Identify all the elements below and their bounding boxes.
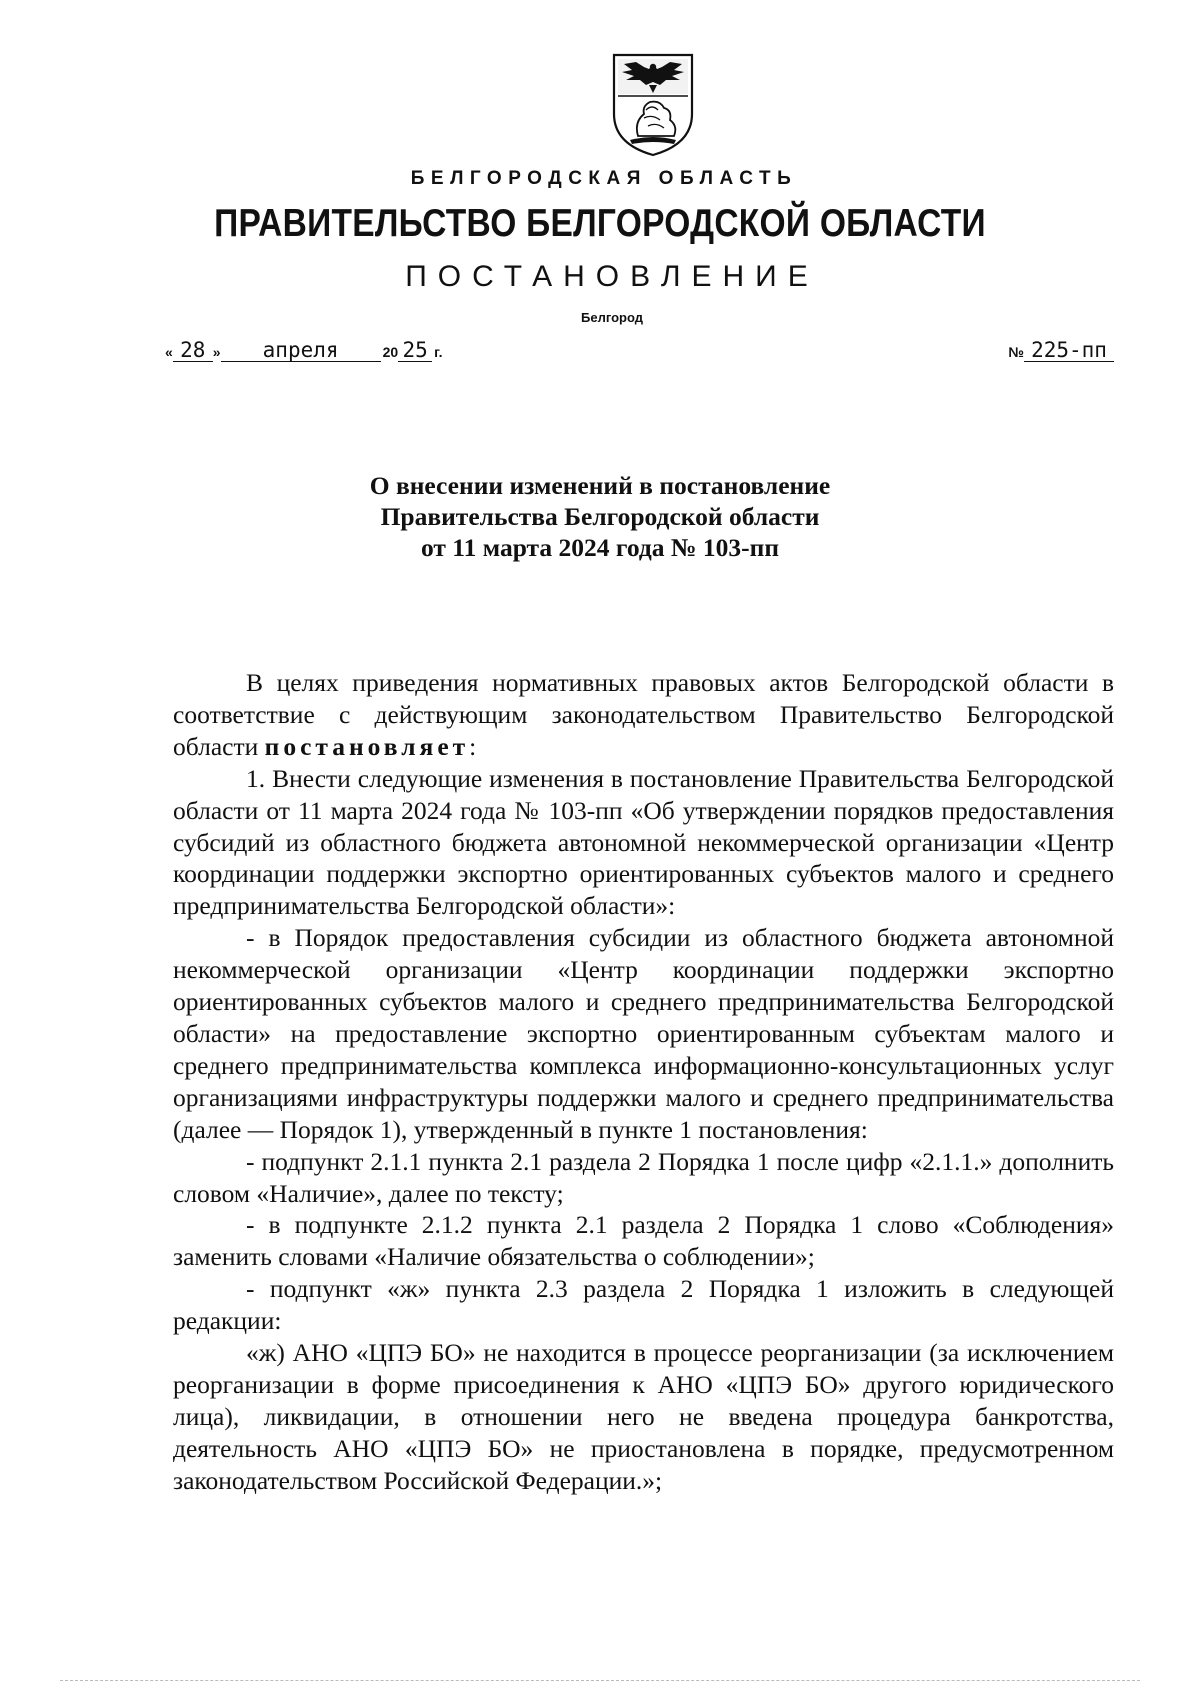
- subject-line-2: Правительства Белгородской области: [380, 502, 820, 531]
- date-year-prefix: 20: [382, 344, 399, 360]
- date-year-mark: г.: [434, 344, 443, 360]
- coat-of-arms-icon: [608, 52, 698, 158]
- government-title: ПРАВИТЕЛЬСТВО БЕЛГОРОДСКОЙ ОБЛАСТИ: [214, 202, 986, 245]
- item-1-a-1: - подпункт 2.1.1 пункта 2.1 раздела 2 Порядка 1 после цифр «2.1.1.» дополнить словом «Наличие», далее по тексту;: [173, 1146, 1114, 1208]
- city-name: Белгород: [581, 310, 643, 325]
- date-year: 25: [398, 339, 432, 362]
- item-1-a-2: - в подпункте 2.1.2 пункта 2.1 раздела 2 Порядка 1 слово «Соблюдения» заменить словами «Наличие обязательства о соблюдении»;: [173, 1210, 1114, 1272]
- intro-paragraph: [173, 667, 1114, 763]
- intro-end: :: [469, 731, 477, 761]
- date-day: 28: [173, 339, 213, 362]
- document-subject: [0, 470, 1200, 563]
- date-line: [165, 337, 443, 363]
- item-1-a-3-text: «ж) АНО «ЦПЭ БО» не находится в процессе реорганизации (за исключением реорганизации в форме присоединения к АНО «ЦПЭ БО» другого юридического лица), ликвидации, в отношении него не введена процедура банкротства, деятельность АНО «ЦПЭ БО» не приостановлена в порядке, предусмотренном законодательством Российской Федерации.»;: [173, 1338, 1114, 1495]
- date-quote-close: »: [212, 344, 221, 360]
- subject-line-3: от 11 марта 2024 года № 103-пп: [420, 533, 780, 562]
- number-value: 225-пп: [1024, 339, 1114, 362]
- item-1-a-3: - подпункт «ж» пункта 2.3 раздела 2 Порядка 1 изложить в следующей редакции:: [173, 1274, 1114, 1336]
- subject-line-1: О внесении изменений в постановление: [369, 471, 831, 500]
- item-1: 1. Внести следующие изменения в постановление Правительства Белгородской области от 11 марта 2024 года № 103-пп «Об утверждении порядков предоставления субсидий из областного бюджета автономной некоммерческой организации «Центр координации поддержки экспортно ориентированных субъектов малого и среднего предпринимательства Белгородской области»:: [173, 763, 1114, 921]
- date-quote-open: «: [165, 344, 173, 360]
- document-type: ПОСТАНОВЛЕНИЕ: [405, 260, 819, 293]
- document-number: [1008, 337, 1114, 363]
- item-1-a: - в Порядок предоставления субсидии из областного бюджета автономной некоммерческой организации «Центр координации поддержки экспортно ориентированных субъектов малого и среднего предпринимательства Белгородской области» на предоставление экспортно ориентированным субъектам малого и среднего предпринимательства комплекса информационно-консультационных услуг организациями инфраструктуры поддержки малого и среднего предпринимательства (далее — Порядок 1), утвержденный в пункте 1 постановления:: [173, 923, 1114, 1144]
- intro-verb: постановляет: [264, 731, 470, 761]
- intro-text: В целях приведения нормативных правовых актов Белгородской области в соответствие с действующим законодательством Правительство Белгородской области: [173, 668, 1114, 761]
- region-title: БЕЛГОРОДСКАЯ ОБЛАСТЬ: [410, 168, 798, 189]
- document-body: [173, 667, 1114, 1497]
- number-label: №: [1008, 344, 1024, 360]
- page-bottom-divider: [60, 1680, 1140, 1681]
- date-month: апреля: [221, 339, 381, 362]
